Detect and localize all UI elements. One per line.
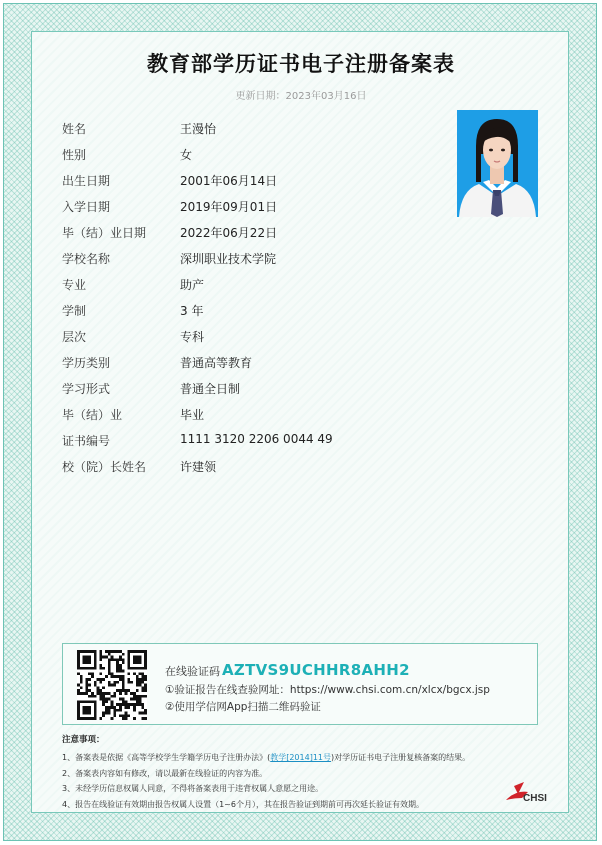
- field-label: 层次: [62, 330, 87, 344]
- chsi-logo-text: CHSI: [523, 793, 547, 804]
- field-value: 2019年09月01日: [180, 200, 278, 214]
- field-value: 普通高等教育: [180, 356, 253, 370]
- document-title: 教育部学历证书电子注册备案表: [147, 52, 455, 76]
- verification-code: AZTVS9UCHHR8AHH2: [222, 661, 410, 679]
- field-label: 学校名称: [62, 252, 111, 266]
- field-label: 毕（结）业日期: [62, 226, 147, 240]
- update-date: 更新日期：2023年03月16日: [235, 91, 367, 102]
- field-label: 证书编号: [62, 434, 111, 448]
- field-label: 姓名: [62, 122, 87, 136]
- verification-app-line: ②使用学信网App扫描二维码验证: [165, 701, 321, 713]
- note-item-1: [62, 750, 502, 766]
- field-label: 专业: [62, 278, 87, 292]
- field-value: 普通全日制: [180, 382, 241, 396]
- field-value: 2022年06月22日: [180, 226, 278, 240]
- verification-box: [62, 643, 538, 725]
- verification-url-line[interactable]: ①验证报告在线查验网址：https://www.chsi.com.cn/xlcx/bgcx.jsp: [165, 684, 490, 696]
- regulation-link[interactable]: 教学[2014]11号: [270, 753, 331, 762]
- field-label: 出生日期: [62, 174, 111, 188]
- field-label: 校（院）长姓名: [62, 460, 147, 474]
- notes-section: [62, 733, 502, 812]
- notes-title: 注意事项：: [62, 735, 105, 745]
- field-label: 毕（结）业: [62, 408, 123, 422]
- field-value: 毕业: [180, 408, 205, 422]
- verification-code-row: [165, 661, 410, 679]
- note-item-4: 4、报告在线验证有效期由报告权属人设置（1~6个月），其在报告验证到期前可再次延长验证有效期。: [62, 799, 424, 809]
- qr-code-icon[interactable]: [77, 650, 147, 720]
- note-text: )对学历证书电子注册复核备案的结果。: [331, 753, 471, 762]
- field-label: 性别: [62, 148, 87, 162]
- field-value: 专科: [180, 330, 205, 344]
- field-value: 3 年: [180, 304, 204, 318]
- field-value: 许建领: [180, 460, 217, 474]
- verification-code-label: 在线验证码: [165, 665, 220, 678]
- field-label: 学习形式: [62, 382, 111, 396]
- note-item-3: 3、未经学历信息权属人同意，不得将备案表用于违背权属人意愿之用途。: [62, 784, 324, 793]
- field-value: 女: [180, 148, 193, 162]
- field-label: 学历类别: [62, 356, 111, 370]
- portrait-illustration: [457, 110, 538, 217]
- field-value: 王漫怡: [180, 122, 217, 136]
- note-text: 1、备案表是依据《高等学校学生学籍学历电子注册办法》(: [62, 753, 271, 762]
- field-label: 入学日期: [62, 200, 111, 214]
- field-value: 1111 3120 2206 0044 49: [180, 432, 333, 446]
- note-item-2: 2、备案表内容如有修改，请以最新在线验证的内容为准。: [62, 768, 268, 778]
- student-photo: [457, 110, 538, 217]
- field-label: 学制: [62, 304, 87, 318]
- field-value: 2001年06月14日: [180, 174, 278, 188]
- field-value: 深圳职业技术学院: [180, 252, 277, 266]
- field-value: 助产: [180, 278, 205, 292]
